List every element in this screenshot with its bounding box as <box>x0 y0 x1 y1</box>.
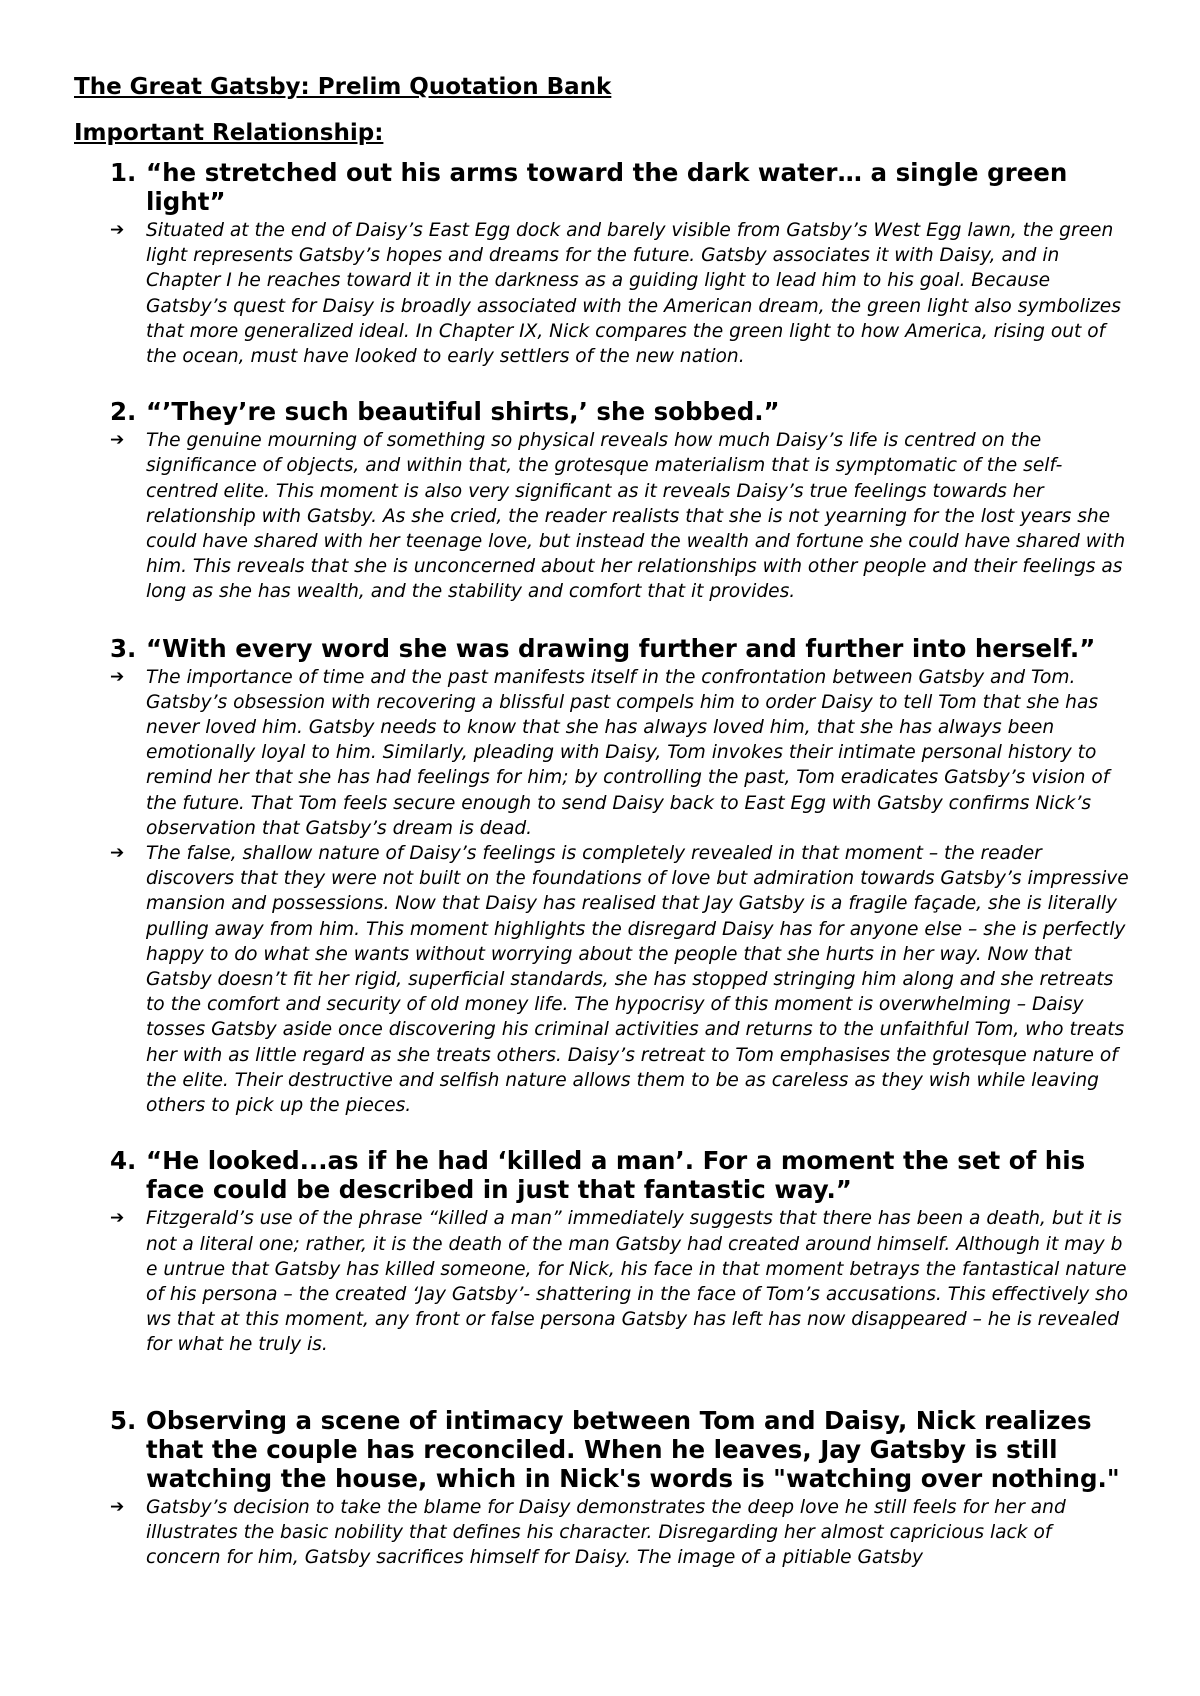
analysis-text: The false, shallow nature of Daisy’s feelings is completely revealed in that moment – the reader discovers that they were not built on the foundations of love but admiration towards Gatsby’s impressive mansion and possessions. Now that Daisy has realised that Jay Gatsby is a fragile façade, she is literally pulling away from him. This moment highlights the disregard Daisy has for anyone else – she is perfectly happy to do what she wants without worrying about the people that she hurts in her way. Now that Gatsby doesn’t fit her rigid, superficial standards, she has stopped stringing him along and she retreats to the comfort and security of old money life. The hypocrisy of this moment is overwhelming – Daisy tosses Gatsby aside once discovering his criminal activities and returns to the unfaithful Tom, who treats her with as little regard as she treats others. Daisy’s retreat to Tom emphasises the grotesque nature of the elite. Their destructive and selfish nature allows them to be as careless as they wish while leaving others to pick up the pieces. <box>146 843 1129 1117</box>
section-title: Important Relationship: <box>74 120 384 146</box>
quote-item <box>74 397 1130 604</box>
quote-heading <box>74 158 1130 216</box>
analysis-list <box>74 665 1130 1119</box>
quote-heading <box>74 1146 1130 1204</box>
analysis-text: Gatsby’s decision to take the blame for Daisy demonstrates the deep love he still feels for her and illustrates the basic nobility that defines his character. Disregarding her almost capricious lack of concern for him, Gatsby sacrifices himself for Daisy. The image of a pitiable Gatsby <box>146 1496 1066 1568</box>
quote-item <box>74 1406 1130 1571</box>
analysis-list <box>74 1206 1130 1357</box>
quote-item <box>74 634 1130 1119</box>
quote-number: 1. <box>110 158 137 187</box>
arrow-bullet-icon: ➔ <box>110 1208 125 1229</box>
analysis-text: Situated at the end of Daisy’s East Egg dock and barely visible from Gatsby’s West Egg lawn, the green light represents Gatsby’s hopes and dreams for the future. Gatsby associates it with Daisy, and in Chapter I he reaches toward it in the darkness as a guiding light to lead him to his goal. Because Gatsby’s quest for Daisy is broadly associated with the American dream, the green light also symbolizes that more generalized ideal. In Chapter IX, Nick compares the green light to how America, rising out of the ocean, must have looked to early settlers of the new nation. <box>146 220 1121 368</box>
analysis-item <box>74 218 1130 369</box>
analysis-text: Fitzgerald’s use of the phrase “killed a man” immediately suggests that there has been a death, but it is not a literal one; rather, it is the death of the man Gatsby had created around himself. Although it may be untrue that Gatsby has killed someone, for Nick, his face in that moment betrays the fantastical nature of his persona – the created ‘Jay Gatsby’- shattering in the face of Tom’s accusations. This effectively shows that at this moment, any front or false persona Gatsby has left has now disappeared – he is revealed for what he truly is. <box>146 1208 1128 1356</box>
quote-heading <box>74 1406 1130 1493</box>
arrow-bullet-icon: ➔ <box>110 430 125 451</box>
analysis-list <box>74 428 1130 604</box>
quote-heading <box>74 634 1130 663</box>
analysis-item <box>74 1495 1130 1571</box>
quote-number: 5. <box>110 1405 137 1435</box>
arrow-bullet-icon: ➔ <box>110 220 125 240</box>
analysis-text: The genuine mourning of something so physical reveals how much Daisy’s life is centred on the significance of objects, and within that, the grotesque materialism that is symptomatic of the self-centred elite. This moment is also very significant as it reveals Daisy’s true feelings towards her relationship with Gatsby. As she cried, the reader realists that she is not yearning for the lost years she could have shared with her teenage love, but instead the wealth and fortune she could have shared with him. This reveals that she is unconcerned about her relationships with other people and their feelings as long as she has wealth, and the stability and comfort that it provides. <box>146 430 1126 603</box>
analysis-item <box>74 1206 1130 1357</box>
arrow-bullet-icon: ➔ <box>110 1496 125 1517</box>
analysis-item <box>74 428 1130 604</box>
analysis-list <box>74 218 1130 369</box>
quote-text: “’They’re such beautiful shirts,’ she sobbed.” <box>146 397 780 427</box>
analysis-item <box>74 841 1130 1118</box>
quote-heading <box>74 397 1130 426</box>
analysis-list <box>74 1495 1130 1571</box>
quote-number: 3. <box>110 633 137 663</box>
quote-number: 4. <box>110 1146 137 1176</box>
analysis-item <box>74 665 1130 841</box>
quote-text: “With every word she was drawing further and further into herself.” <box>146 633 1096 663</box>
quote-text: Observing a scene of intimacy between Tom and Daisy, Nick realizes that the couple has reconciled. When he leaves, Jay Gatsby is still watching the house, which in Nick's words is "watching over nothing." <box>146 1405 1120 1493</box>
quote-number: 2. <box>110 397 137 427</box>
arrow-bullet-icon: ➔ <box>110 666 125 687</box>
arrow-bullet-icon: ➔ <box>110 843 125 864</box>
analysis-text: The importance of time and the past manifests itself in the confrontation between Gatsby and Tom. Gatsby’s obsession with recovering a blissful past compels him to order Daisy to tell Tom that she has never loved him. Gatsby needs to know that she has always loved him, that she has always been emotionally loyal to him. Similarly, pleading with Daisy, Tom invokes their intimate personal history to remind her that she has had feelings for him; by controlling the past, Tom eradicates Gatsby’s vision of the future. That Tom feels secure enough to send Daisy back to East Egg with Gatsby confirms Nick’s observation that Gatsby’s dream is dead. <box>146 666 1110 839</box>
quote-item <box>74 1146 1130 1357</box>
document-title: The Great Gatsby: Prelim Quotation Bank <box>74 74 612 100</box>
quote-text: “He looked...as if he had ‘killed a man’. For a moment the set of his face could be described in just that fantastic way.” <box>146 1146 1086 1205</box>
quote-text: “he stretched out his arms toward the dark water… a single green light” <box>146 158 1068 216</box>
quote-item <box>74 158 1130 369</box>
